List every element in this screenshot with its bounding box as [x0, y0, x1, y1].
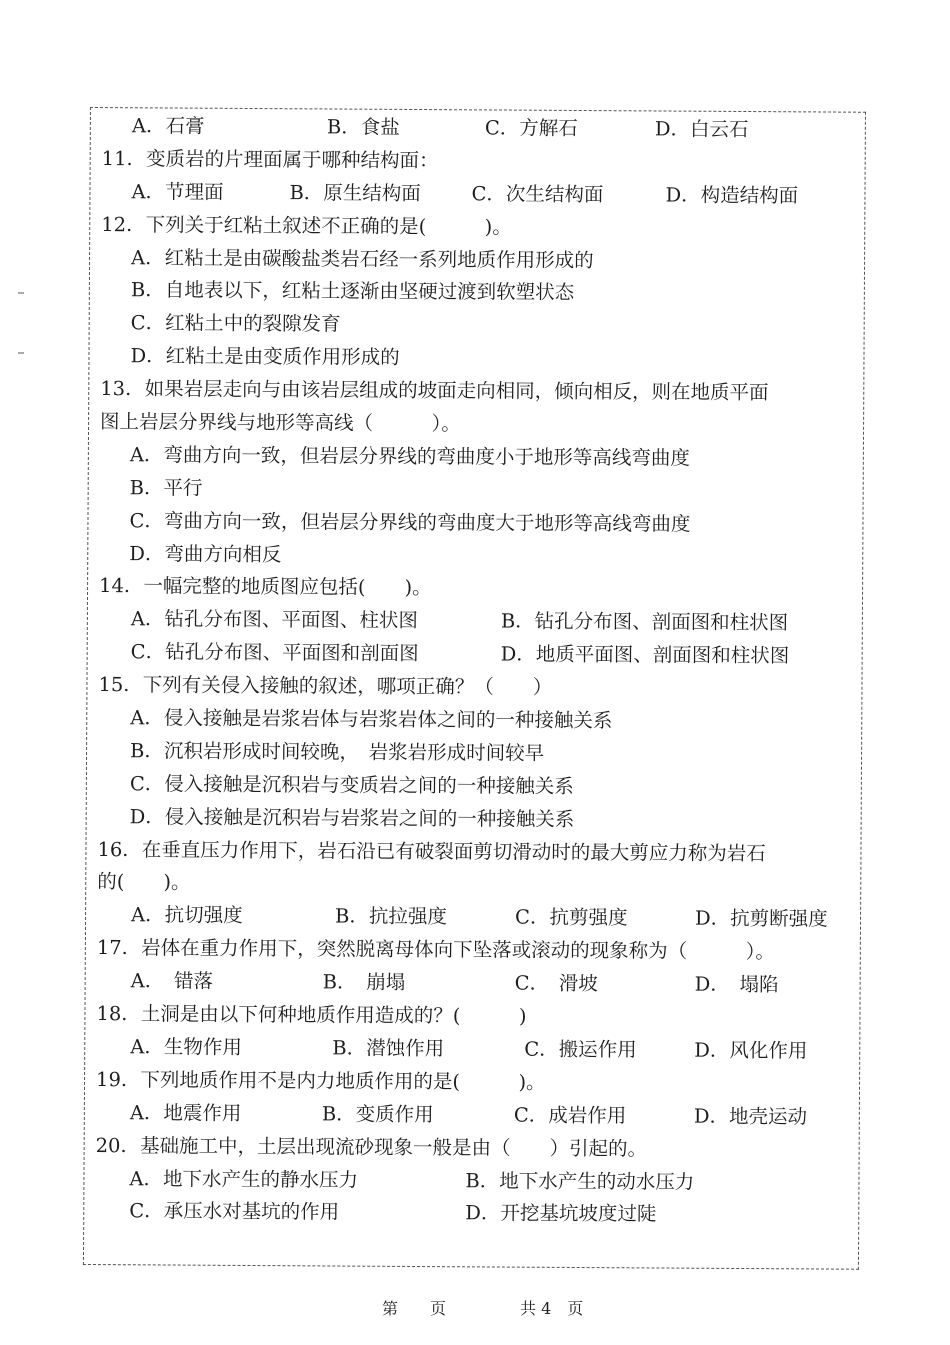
option-c: C．红粘土中的裂隙发育 [130, 311, 341, 336]
question-16-stem: 16．在垂直压力作用下，岩石沿已有破裂面剪切滑动时的最大剪应力称为岩石 [97, 837, 766, 865]
option-b: B．平行 [129, 475, 203, 500]
question-19-options [94, 1097, 854, 1135]
option-b: B．自地表以下，红粘土逐渐由坚硬过渡到软塑状态 [130, 278, 575, 305]
question-14-options-cd [97, 636, 857, 674]
option-b: B．沉积岩形成时间较晚， 岩浆岩形成时间较早 [130, 739, 545, 765]
question-13-option-b [98, 472, 858, 510]
option-d: D．构造结构面 [665, 183, 799, 208]
option-d: D．抗剪断强度 [695, 907, 828, 931]
option-d: D．侵入接触是沉积岩与岩浆岩之间的一种接触关系 [129, 804, 575, 831]
question-12-option-a [99, 242, 859, 280]
option-a: A．地震作用 [129, 1100, 242, 1125]
option-b: B． 崩塌 [322, 970, 406, 995]
option-b: B．食盐 [326, 115, 400, 139]
option-b: B．潜蚀作用 [332, 1036, 445, 1061]
question-13-option-c [97, 505, 857, 543]
option-b: B．变质作用 [321, 1102, 434, 1126]
option-a: A．抗切强度 [131, 903, 243, 928]
options-row-prev [100, 110, 860, 148]
option-c: C．成岩作用 [513, 1103, 627, 1127]
option-c: C．钻孔分布图、平面图和剖面图 [130, 640, 419, 666]
option-c: C．搬运作用 [524, 1037, 637, 1062]
scan-speck [18, 292, 24, 294]
option-d: D．开挖基坑坡度过陡 [465, 1201, 657, 1226]
question-15-option-b [96, 735, 856, 773]
option-a: A．弯曲方向一致，但岩层分界线的弯曲度小于地形等高线弯曲度 [129, 443, 691, 470]
option-d: D．地壳运动 [693, 1104, 808, 1129]
question-13-option-d [97, 538, 857, 576]
question-18-stem: 18．土洞是由以下何种地质作用造成的？( ) [96, 1002, 527, 1028]
question-12-option-c [99, 307, 859, 345]
question-14-options-ab [97, 603, 857, 641]
option-d: D．白云石 [654, 117, 749, 141]
question-11-options [99, 176, 859, 214]
question-14-stem: 14．一幅完整的地质图应包括( )。 [99, 574, 432, 600]
total-pages-label: 共 4 页 [520, 1299, 584, 1318]
option-b: B．原生结构面 [289, 180, 421, 205]
question-16-stem-cont: 的( )。 [97, 870, 191, 895]
option-b: B．抗拉强度 [335, 904, 447, 929]
question-12-stem: 12．下列关于红粘土叙述不正确的是( )。 [101, 212, 512, 239]
option-a: A．地下水产生的静水压力 [129, 1166, 359, 1192]
option-d: D．弯曲方向相反 [129, 541, 282, 566]
question-16-options [95, 899, 855, 937]
question-13-stem-cont: 图上岩层分界线与地形等高线（ ）。 [100, 410, 461, 436]
page-number-label: 第 页 [382, 1299, 447, 1318]
option-d: D．风化作用 [694, 1038, 808, 1063]
option-c: C．次生结构面 [471, 182, 604, 206]
option-d: D．地质平面图、剖面图和柱状图 [500, 642, 790, 668]
option-d: D．红粘土是由变质作用形成的 [130, 344, 400, 370]
question-12-option-d [98, 340, 858, 378]
option-c: C．抗剪强度 [515, 905, 628, 930]
option-c: C．承压水对基坑的作用 [129, 1199, 340, 1224]
question-20-stem: 20．基础施工中，土层出现流砂现象一般是由（ ）引起的。 [95, 1133, 648, 1160]
question-13-option-a [98, 439, 858, 477]
question-15-stem: 15．下列有关侵入接触的叙述，哪项正确？（ ） [98, 673, 553, 699]
scan-speck [18, 352, 24, 354]
option-a: A．钻孔分布图、平面图、柱状图 [130, 607, 419, 633]
option-a: A． 错落 [130, 969, 214, 993]
option-c: C．方解石 [484, 116, 578, 140]
option-a: A．生物作用 [130, 1035, 242, 1059]
option-a: A．节理面 [131, 179, 224, 204]
question-11-stem: 11．变质岩的片理面属于哪种结构面： [101, 146, 439, 172]
question-17-options [95, 965, 855, 1003]
option-a: A．红粘土是由碳酸盐类岩石经一系列地质作用形成的 [131, 245, 594, 272]
question-15-option-c [96, 768, 856, 806]
option-d: D． 塌陷 [694, 972, 779, 997]
question-13-stem: 13．如果岩层走向与由该岩层组成的坡面走向相同，倾向相反，则在地质平面 [100, 377, 769, 405]
option-b: B．钻孔分布图、剖面图和柱状图 [500, 609, 789, 635]
option-a: A．石膏 [131, 114, 205, 138]
question-15-option-a [96, 702, 856, 740]
question-17-stem: 17．岩体在重力作用下，突然脱离母体向下坠落或滚动的现象称为（ ）。 [96, 936, 776, 964]
question-18-options [94, 1031, 854, 1069]
option-c: C．弯曲方向一致，但岩层分界线的弯曲度大于地形等高线弯曲度 [129, 508, 691, 536]
option-c: C． 滑坡 [514, 971, 598, 996]
question-20-options-cd [93, 1195, 853, 1233]
question-19-stem: 19．下列地质作用不是内力地质作用的是( )。 [96, 1067, 546, 1094]
question-20-options-ab [93, 1162, 853, 1200]
option-b: B．地下水产生的动水压力 [465, 1168, 695, 1194]
question-sheet [93, 110, 860, 1233]
question-15-option-d [96, 801, 856, 839]
question-12-option-b [99, 274, 859, 312]
option-a: A．侵入接触是岩浆岩体与岩浆岩体之间的一种接触关系 [130, 706, 613, 733]
option-c: C．侵入接触是沉积岩与变质岩之间的一种接触关系 [129, 772, 574, 798]
